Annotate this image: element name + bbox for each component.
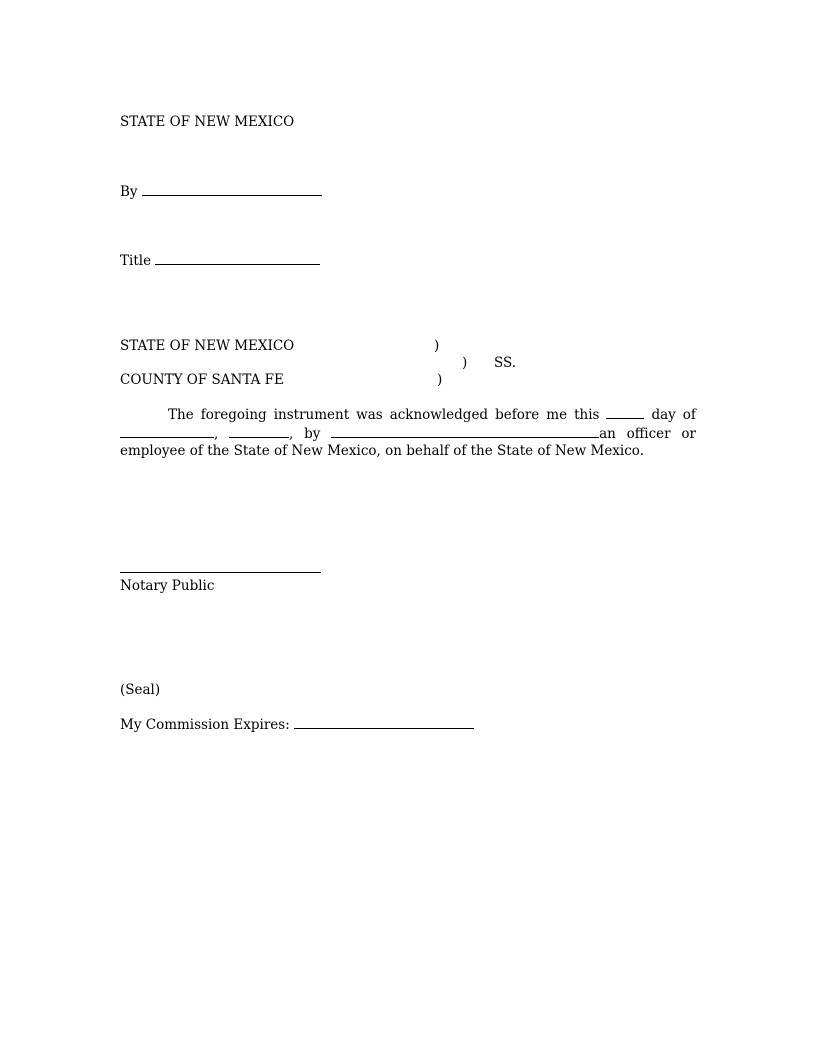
ack-line-1 [120,406,696,425]
ack-word: of [682,407,696,423]
ack-word: day [651,407,676,423]
venue-county: COUNTY OF SANTA FE [120,372,284,388]
by-signature-blank[interactable] [142,183,322,196]
title-blank[interactable] [155,252,320,265]
commission-label: My Commission Expires: [120,717,290,733]
by-line [120,183,322,200]
seal-label: (Seal) [120,682,161,698]
comma: , [214,425,219,442]
acknowledgment-paragraph [120,406,696,461]
notary-signature-line[interactable] [120,572,321,573]
ack-word: before [495,407,540,423]
venue-paren-2: ) [462,355,468,371]
ack-word: by [304,425,321,442]
ack-word: officer [626,425,671,442]
ack-word: or [681,425,696,442]
ack-word: acknowledged [389,407,489,423]
comma: , [289,425,294,442]
venue-state: STATE OF NEW MEXICO [120,338,295,354]
ack-word: me [546,407,568,423]
officer-name-blank[interactable] [331,425,599,438]
ack-word: an [599,425,616,442]
ack-word: The [168,407,194,423]
ack-word: was [356,407,383,423]
notary-label: Notary Public [120,578,215,594]
header-state: STATE OF NEW MEXICO [120,114,295,130]
ack-word: foregoing [200,407,267,423]
venue-ss: SS. [494,355,517,371]
year-blank[interactable] [229,425,289,438]
venue-paren-3: ) [437,372,443,388]
ack-word: instrument [273,407,350,423]
day-blank[interactable] [606,406,644,419]
title-line [120,252,320,269]
month-blank[interactable] [120,425,214,438]
ack-line-2 [120,425,696,444]
ack-word: this [574,407,600,423]
ack-line-3: employee of the State of New Mexico, on behalf of the State of New Mexico. [120,443,644,459]
title-label: Title [120,253,152,269]
by-label: By [120,184,138,200]
venue-paren-1: ) [434,338,440,354]
commission-expiry-blank[interactable] [294,716,474,729]
commission-line [120,716,474,733]
